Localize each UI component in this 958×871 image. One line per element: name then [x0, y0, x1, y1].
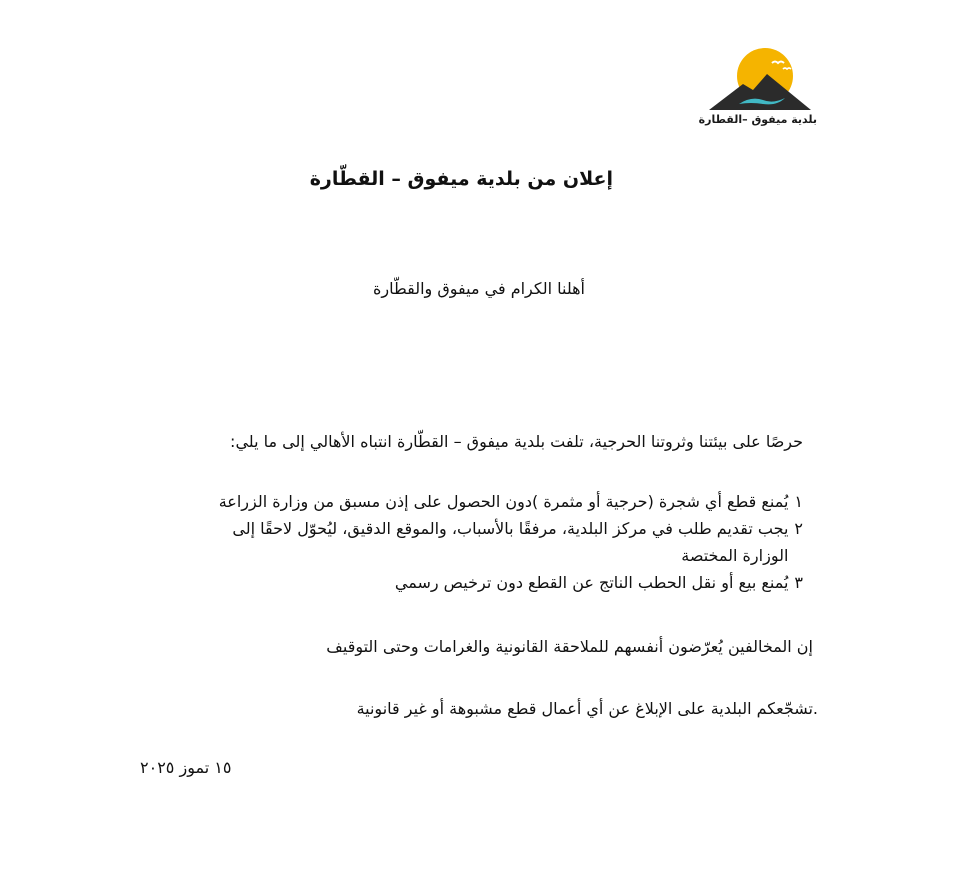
logo-bird-1 [772, 62, 784, 64]
list-item [183, 569, 803, 596]
rule-text: يجب تقديم طلب في مركز البلدية، مرفقًا بالأسباب، والموقع الدقيق، ليُحوّل لاحقًا إلى الوزارة المختصة [232, 519, 789, 565]
rule-number: ١ [794, 492, 803, 511]
rule-number: ٣ [794, 573, 803, 592]
rule-text: يُمنع قطع أي شجرة (حرجية أو مثمرة )دون الحصول على إذن مسبق من وزارة الزراعة [218, 492, 789, 511]
list-item [183, 515, 803, 569]
logo-caption: بلدية ميفوق –القطارة [698, 113, 817, 126]
logo-bird-2 [783, 68, 791, 69]
list-item [183, 488, 803, 515]
announcement-date: ١٥ تموز ٢٠٢٥ [140, 758, 232, 777]
warning-paragraph: إن المخالفين يُعرّضون أنفسهم للملاحقة القانونية والغرامات وحتى التوقيف [326, 637, 813, 656]
encouragement-paragraph: .تشجّعكم البلدية على الإبلاغ عن أي أعمال قطع مشبوهة أو غير قانونية [356, 699, 818, 718]
greeting-line: أهلنا الكرام في ميفوق والقطّارة [373, 279, 585, 298]
rule-number: ٢ [794, 519, 803, 538]
sun-mountain-logo-icon [705, 46, 817, 112]
rules-list [183, 488, 803, 596]
municipality-logo [698, 46, 817, 130]
intro-paragraph: حرصًا على بيئتنا وثروتنا الحرجية، تلفت بلدية ميفوق – القطّارة انتباه الأهالي إلى ما يلي: [230, 432, 803, 451]
announcement-title: إعلان من بلدية ميفوق – القطّارة [309, 168, 613, 190]
rule-text: يُمنع بيع أو نقل الحطب الناتج عن القطع دون ترخيص رسمي [394, 573, 789, 592]
